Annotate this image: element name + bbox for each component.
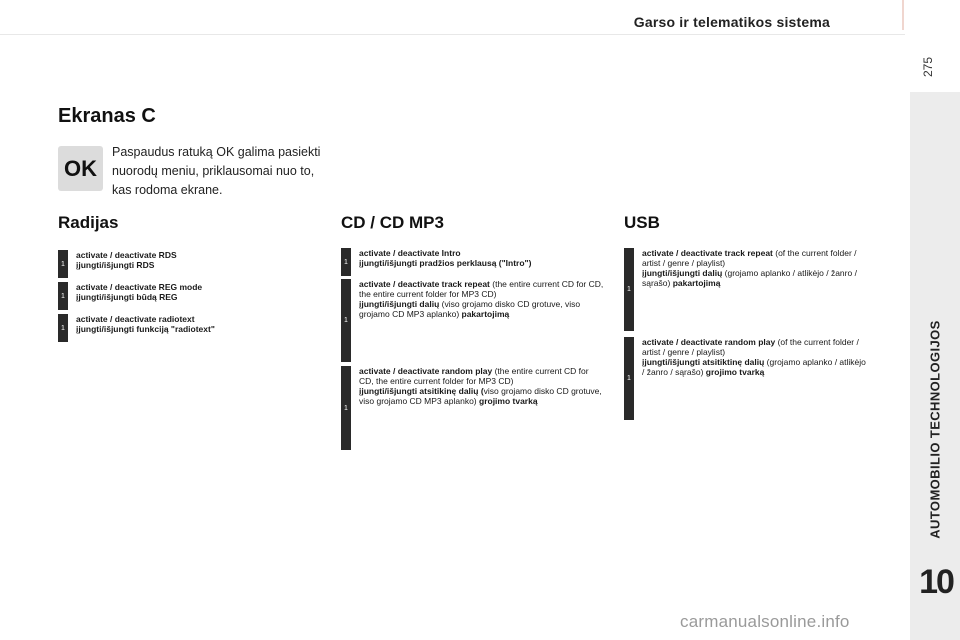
item-text: activate / deactivate track repeat (of the current folder / artist / genre / playlist) įjungti/išjungti dalių (grojamo aplanko / atlikėjo / žanro / sąrašo) pakartojimą: [642, 248, 857, 288]
item-text: activate / deactivate REG mode įjungti/išjungti būdą REG: [76, 282, 203, 302]
item-text: activate / deactivate radiotext įjungti/išjungti funkciją "radiotext": [76, 314, 215, 334]
header-accent-line: [902, 0, 904, 30]
item-marker: 1: [341, 248, 351, 276]
item-marker: 1: [58, 250, 68, 278]
column-heading-usb: USB: [624, 213, 660, 232]
page-header: [0, 0, 905, 30]
list-item: [58, 282, 306, 310]
item-text: activate / deactivate Intro įjungti/išjungti pradžios perklausą ("Intro"): [359, 248, 532, 268]
list-item: [341, 248, 604, 276]
item-text: activate / deactivate track repeat (the entire current CD for CD, the entire current folder for MP3 CD) įjungti/išjungti dalių (viso grojamo disko CD grotuve, viso grojamo CD MP3 aplanko) pakartojimą: [359, 279, 604, 319]
list-item: [624, 337, 870, 420]
chapter-label-text: AUTOMOBILIO TECHNOLOGIJOS: [927, 320, 943, 539]
chapter-number: 10: [919, 563, 953, 601]
page-number: 275: [921, 56, 935, 78]
watermark: carmanualsonline.info: [680, 612, 850, 631]
item-marker: 1: [58, 282, 68, 310]
item-marker: 1: [341, 279, 351, 362]
item-marker: 1: [624, 248, 634, 331]
section-title: Ekranas C: [58, 105, 156, 127]
header-divider: [0, 34, 905, 35]
list-item: [624, 248, 870, 331]
list-item: [341, 366, 604, 450]
column-heading-cd: CD / CD MP3: [341, 213, 444, 232]
column-heading-radio: Radijas: [58, 213, 119, 232]
item-text: activate / deactivate random play (of the current folder / artist / genre / playlist) įjungti/išjungti atsitiktinę dalių (grojamo aplanko / atlikėjo / žanro / sąrašo) grojimo tvarką: [642, 337, 866, 377]
list-item: [341, 279, 604, 362]
header-title: Garso ir telematikos sistema: [633, 14, 830, 30]
item-text: activate / deactivate RDS įjungti/išjungti RDS: [76, 250, 177, 270]
list-item: [58, 250, 306, 278]
item-marker: 1: [341, 366, 351, 450]
item-marker: 1: [58, 314, 68, 342]
intro-text: Paspaudus ratuką OK galima pasiekti nuorodų meniu, priklausomai nuo to, kas rodoma ekrane.: [112, 145, 321, 197]
ok-button-icon: OK: [58, 146, 103, 191]
item-text: activate / deactivate random play (the entire current CD for CD, the entire current folder for MP3 CD) įjungti/išjungti atsitikinę dalių (viso grojamo disko CD grotuve, viso grojamo CD MP3 aplanko) grojimo tvarką: [359, 366, 602, 406]
list-item: [58, 314, 306, 342]
item-marker: 1: [624, 337, 634, 420]
